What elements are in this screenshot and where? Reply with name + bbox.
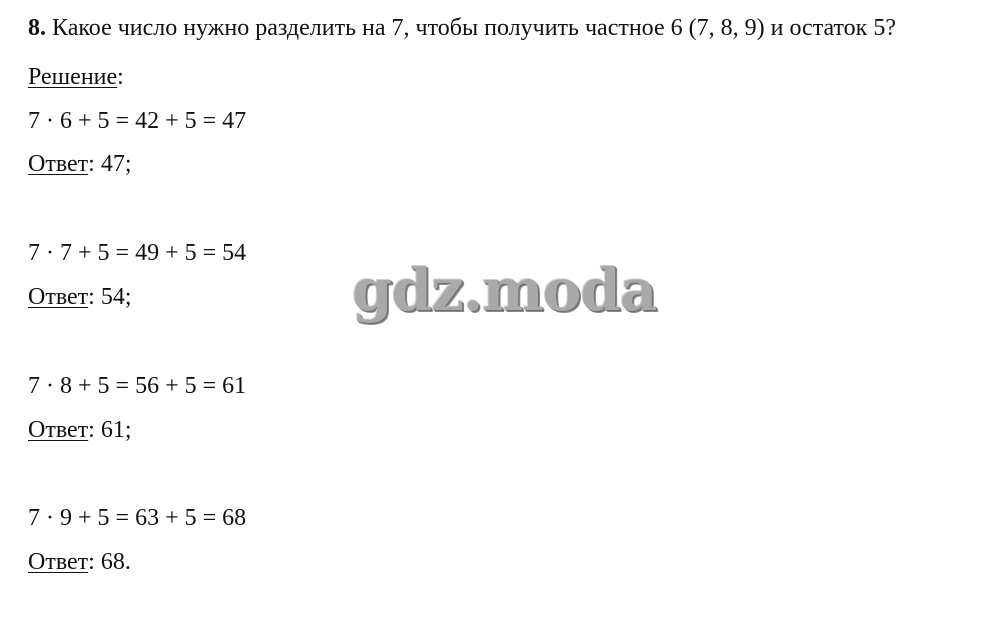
- task-statement: [28, 13, 896, 43]
- answer-value: : 61;: [88, 417, 132, 443]
- answer-value: : 54;: [88, 284, 132, 310]
- answer-3: [28, 415, 132, 445]
- task-number: 8.: [28, 15, 46, 41]
- equation-3: 7 · 8 + 5 = 56 + 5 = 61: [28, 373, 247, 399]
- answer-4: [28, 547, 131, 577]
- answer-value: : 68.: [88, 549, 131, 575]
- answer-value: : 47;: [88, 151, 132, 177]
- equation-2: 7 · 7 + 5 = 49 + 5 = 54: [28, 240, 247, 266]
- equation-4: 7 · 9 + 5 = 63 + 5 = 68: [28, 505, 247, 531]
- answer-label: Ответ: [28, 151, 89, 177]
- task-text: Какое число нужно разделить на 7, чтобы получить частное 6 (7, 8, 9) и остаток 5?: [52, 15, 896, 41]
- equation-1: 7 · 6 + 5 = 42 + 5 = 47: [28, 108, 247, 134]
- answer-label: Ответ: [28, 549, 89, 575]
- answer-label: Ответ: [28, 417, 89, 443]
- answer-2: [28, 282, 132, 312]
- solution-colon: :: [117, 64, 124, 90]
- watermark: gdz.moda: [352, 256, 657, 324]
- answer-1: [28, 149, 132, 179]
- answer-label: Ответ: [28, 284, 89, 310]
- solution-label: Решение: [28, 64, 118, 90]
- solution-heading: [28, 62, 124, 92]
